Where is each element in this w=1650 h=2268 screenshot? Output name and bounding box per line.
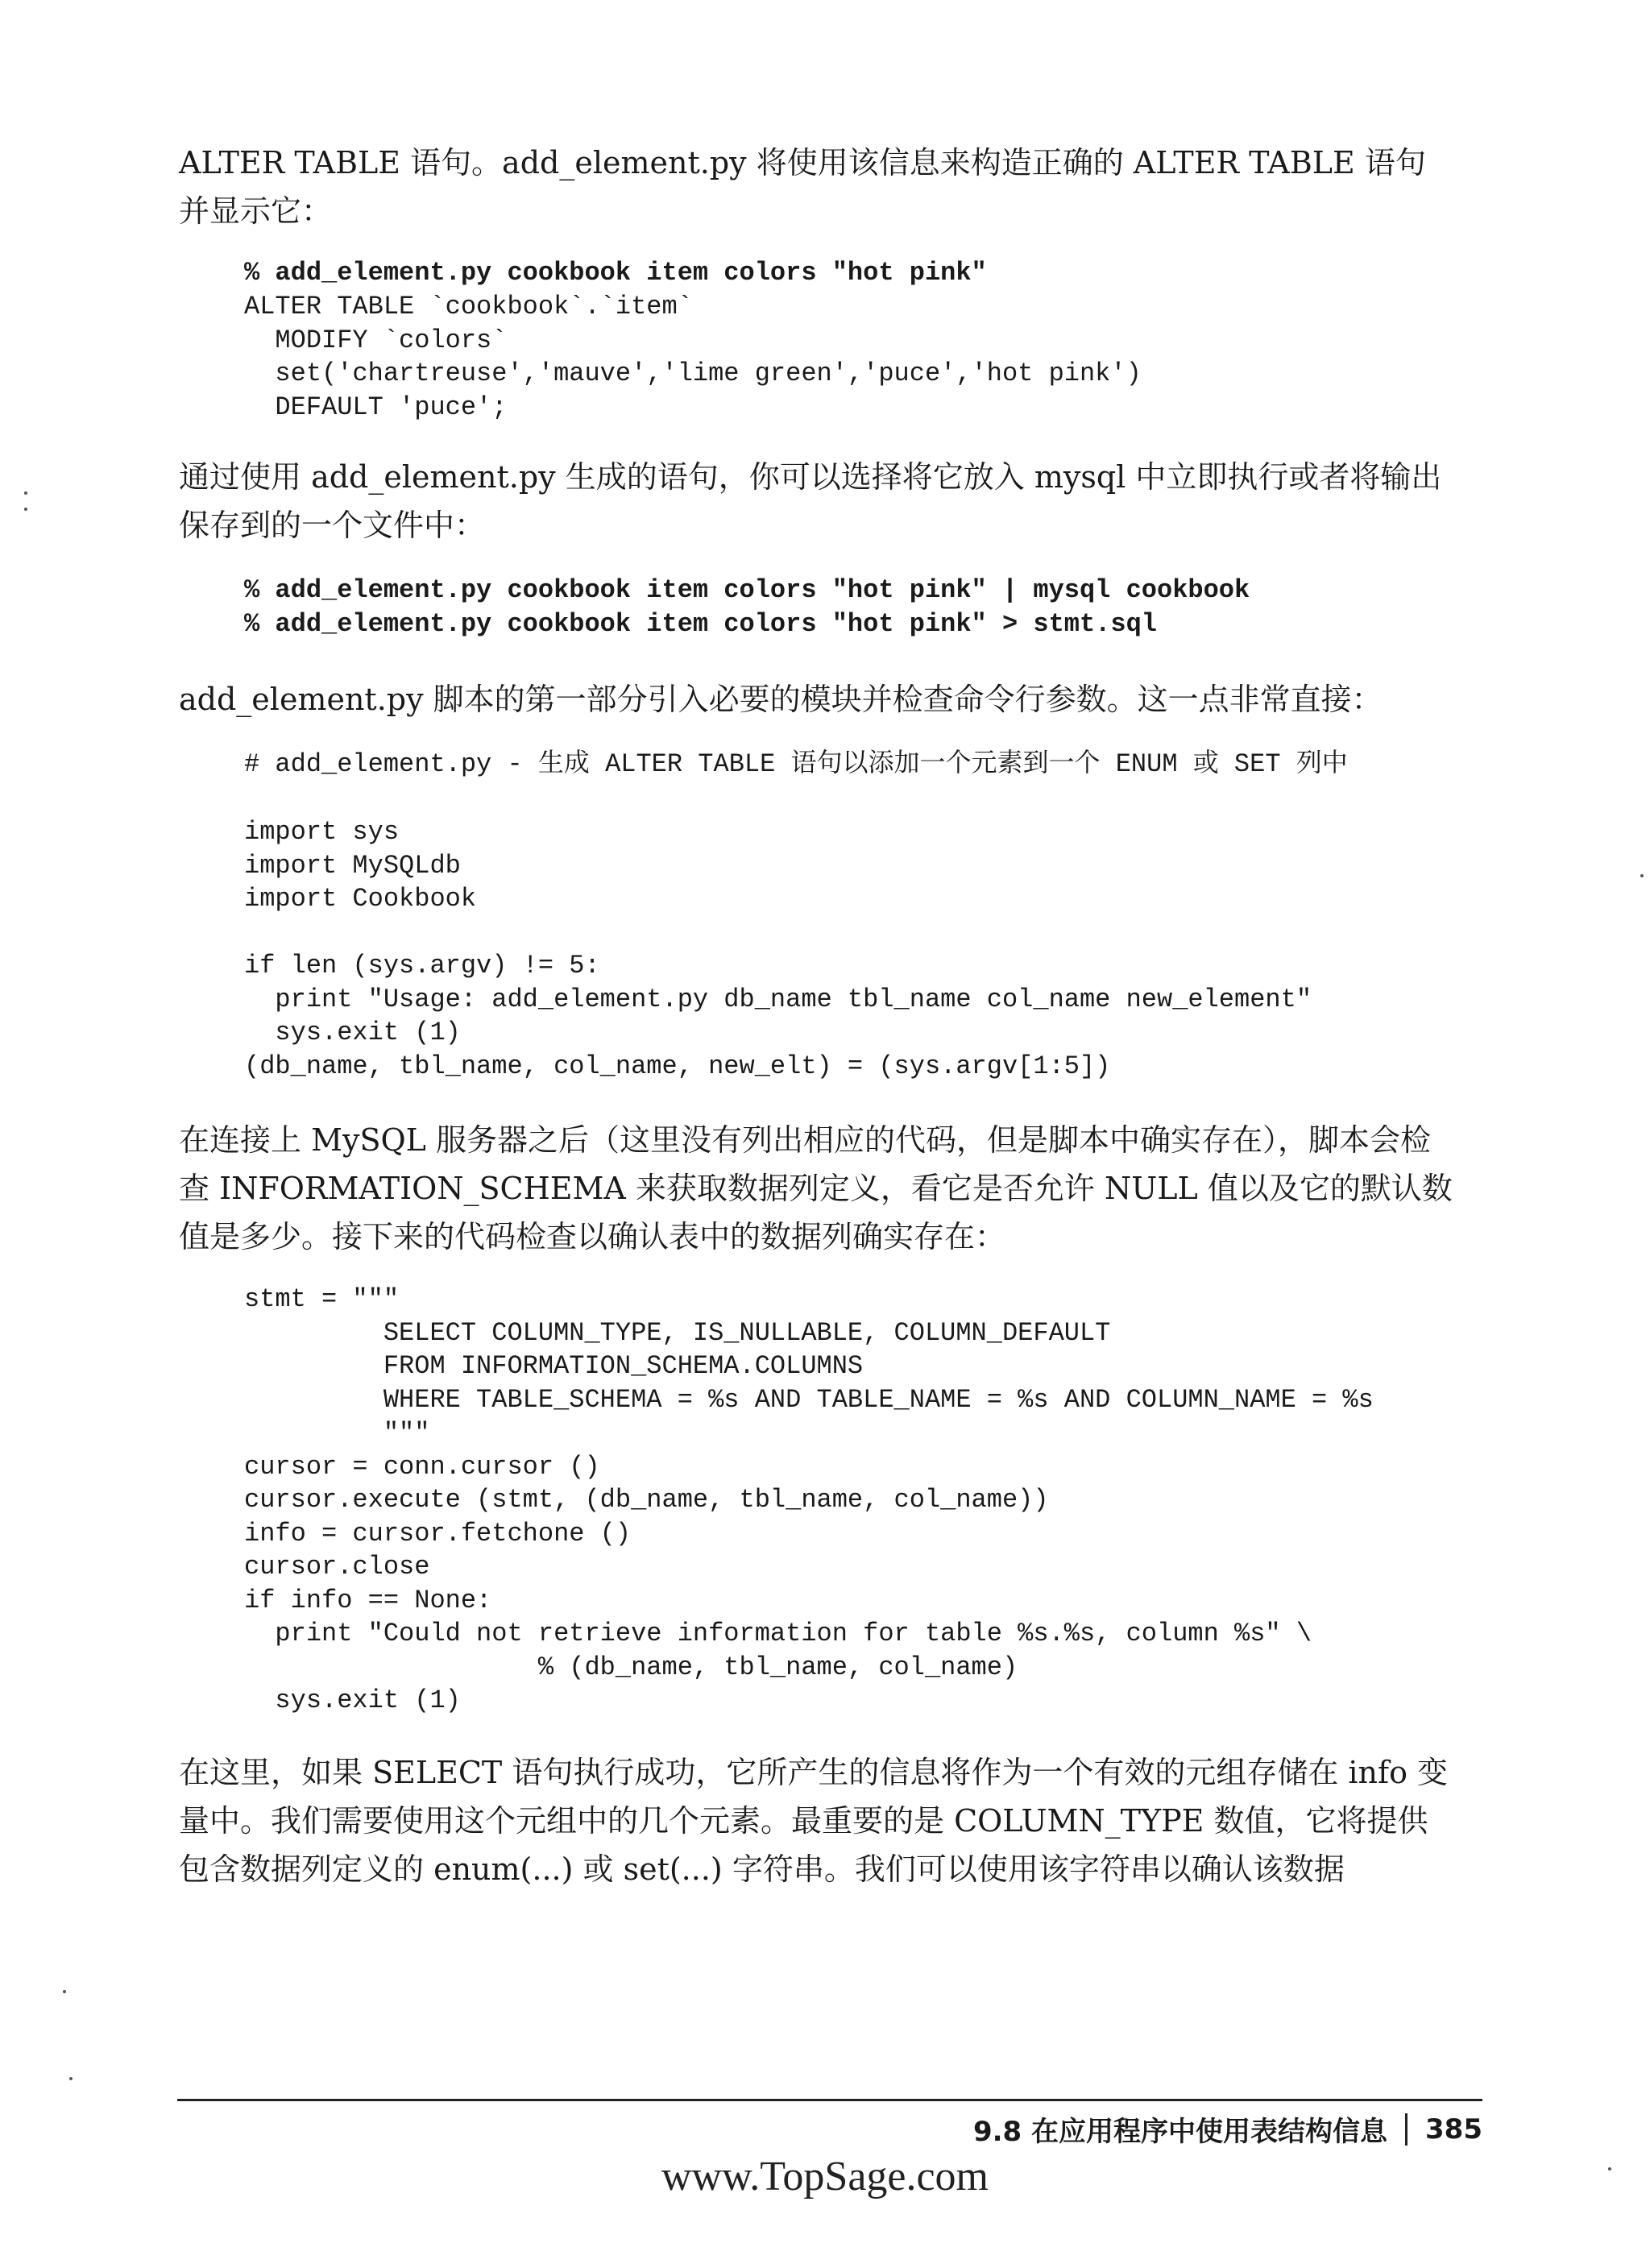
watermark-url: www.TopSage.com <box>661 2154 989 2200</box>
code-command-1: % add_element.py cookbook item colors "hot pink" <box>244 258 987 288</box>
scan-speck <box>1640 874 1644 877</box>
paragraph-script-start: add_element.py 脚本的第一部分引入必要的模块并检查命令行参数。这一点非常直接： <box>179 682 1383 717</box>
paragraph-pipe-usage: 通过使用 add_element.py 生成的语句，你可以选择将它放入 mysql 中立即执行或者将输出保存到的一个文件中： <box>179 459 1442 543</box>
footer-rule <box>177 2099 1482 2101</box>
scan-speck <box>1608 2167 1611 2171</box>
footer-separator <box>1405 2113 1407 2146</box>
footer-section-title: 9.8 在应用程序中使用表结构信息 <box>972 2116 1388 2148</box>
paragraph-intro: ALTER TABLE 语句。add_element.py 将使用该信息来构造正确的 ALTER TABLE 语句并显示它： <box>179 145 1426 229</box>
page-footer <box>973 2109 1482 2149</box>
code-imports-args: import sys import MySQLdb import Cookbook if len (sys.argv) != 5: print "Usage: add_element.py db_name tbl_name col_name new_element" sys.exit (1) (db_name, tbl_name, col_name, new_elt) = (sys.argv[1:5]) <box>244 817 1312 1081</box>
code-commands-2: % add_element.py cookbook item colors "hot pink" | mysql cookbook % add_element.py cookbook item colors "hot pink" > stmt.sql <box>244 575 1250 639</box>
code-comment-header: # add_element.py - 生成 ALTER TABLE 语句以添加一个元素到一个 ENUM 或 SET 列中 <box>244 749 1348 779</box>
code-query-block: stmt = """ SELECT COLUMN_TYPE, IS_NULLABLE, COLUMN_DEFAULT FROM INFORMATION_SCHEMA.COLUMNS WHERE TABLE_SCHEMA = %s AND TABLE_NAME = %s AND COLUMN_NAME = %s """ cursor = conn.cursor () cursor.execute (stmt, (db_name, tbl_name, col_name)) info = cursor.fetchone () cursor.close if info == None: print "Could not retrieve information for table %s.%s, column %s" \ % (db_name, tbl_name, col_name) sys.exit (1) <box>244 1284 1374 1715</box>
code-output-1: ALTER TABLE `cookbook`.`item` MODIFY `colors` set('chartreuse','mauve','lime green','puce','hot pink') DEFAULT 'puce'; <box>244 292 1142 422</box>
paragraph-information-schema: 在连接上 MySQL 服务器之后（这里没有列出相应的代码，但是脚本中确实存在），脚本会检查 INFORMATION_SCHEMA 来获取数据列定义，看它是否允许 NULL 值以及它的默认数值是多少。接下来的代码检查以确认表中的数据列确实存在： <box>179 1122 1453 1254</box>
scan-speck <box>24 491 27 495</box>
scan-speck <box>24 508 27 511</box>
scan-speck <box>63 1990 66 1993</box>
footer-page-number: 385 <box>1425 2113 1482 2146</box>
scan-speck <box>69 2077 73 2080</box>
paragraph-select-result: 在这里，如果 SELECT 语句执行成功，它所产生的信息将作为一个有效的元组存储在 info 变量中。我们需要使用这个元组中的几个元素。最重要的是 COLUMN_TYPE 数值，它将提供包含数据列定义的 enum(...) 或 set(...) 字符串。我们可以使用该字符串以确认该数据 <box>179 1755 1449 1887</box>
